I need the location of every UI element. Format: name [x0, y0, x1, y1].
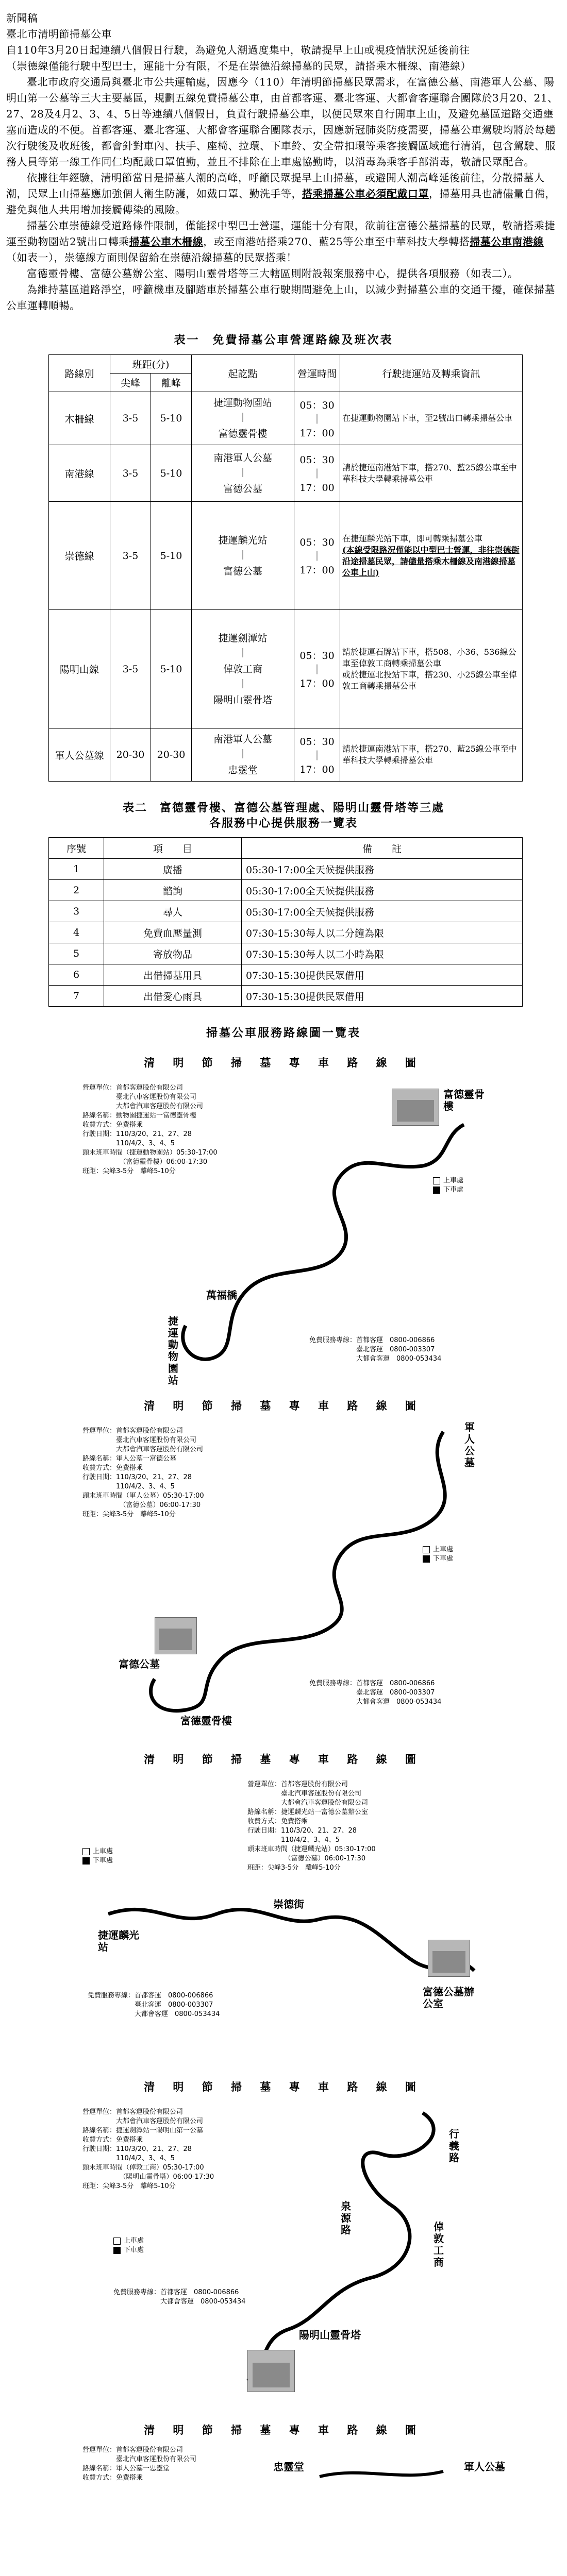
table1-title: 表一 免費掃墓公車營運路線及班次表 [174, 333, 393, 347]
maps-title: 掃墓公車服務路線圖一覽表 [206, 1026, 361, 1040]
service-phones: 免費服務專線：首都客運 0800-006866 臺北客運 0800-003307 大都會客運 0800-053434 [88, 1992, 220, 2018]
street-label: 崇德街 [273, 1898, 304, 1910]
release-paragraph-1: 臺北市政府交通局與臺北市公共運輸處，因應今（110）年清明節掃墓民眾需求，在富德公墓、南港軍人公墓、陽明山第一公墓等三大主要墓區，規劃五線免費掃墓公車，由首都客運、臺北客運、大都會客運聯合團隊於3月20、21、27、28及4月2、3、4、5日等連續八個假日，負責行駛掃墓公車，以便民眾來自行開車上山，及避免墓區道路交通壅塞而造成的不便。首都客運、臺北客運、大都會客運聯合團隊表示，因應新冠肺炎防疫需要，掃墓公車駕駛均將於每趟次行駛後及收班後，都會針對車內、扶手、座椅、拉環、下車鈴、安全帶扣環等乘客接觸區域進行清消，包含駕駛、服務人員等第一線工作同仁均配戴口罩值勤，並且不排除在上車處協勤時，以消毒為乘客手部消毒，敬請民眾配合。 [6, 76, 558, 168]
release-header: 新聞稿 [6, 12, 38, 24]
route-info: 營運單位：首都客運股份有限公司 大都會汽車客運股份有限公司 路線名稱：捷運劍潭站一陽明山第一公墓 收費方式：免費搭乘 行駛日期：110/3/20、21、27、28 110/4/2、3、4、5 頭末班車時間（倬敦工商）05:30-17:00 （陽明山靈骨塔）06:00-17:30 班距：尖峰3-5分 離峰5-10分 [82, 2108, 214, 2190]
route-info: 請於捷運石牌站下車，搭508、小36、536線公車至倬敦工商轉乘掃墓公車 或於捷運北投站下車，搭230、小25線公車至倬敦工商轉乘掃墓公車 [340, 610, 523, 728]
table-row [49, 502, 523, 610]
route-stops: 南港軍人公墓 ｜ 忠靈堂 [192, 728, 294, 782]
table-row [49, 610, 523, 728]
service-phones: 免費服務專線：首都客運 0800-006866 臺北客運 0800-003307 大都會客運 0800-053434 [309, 1336, 442, 1363]
table-row [49, 392, 523, 445]
station-label: 捷運動物園站 [168, 1315, 178, 1386]
release-paragraph-5: 為維持墓區道路淨空，呼籲機車及腳踏車於掃墓公車行駛期間避免上山，以減少對掃墓公車的交通干擾，確保掃墓公車運轉順暢。 [6, 283, 555, 312]
map-legend: 上車處 下車處 [423, 1545, 453, 1564]
release-headline: 臺北市清明節掃墓公車 [6, 28, 112, 40]
stop-label-station: 捷運麟光站 [98, 1929, 139, 1953]
th-item: 項 目 [104, 838, 242, 859]
map-heading: 清 明 節 掃 墓 專 車 路 線 圖 [144, 1056, 423, 1069]
stop-label-office: 富德公墓辦公室 [423, 1986, 474, 2010]
table2-title: 表二 富德靈骨樓、富德公墓管理處、陽明山靈骨塔等三處 各服務中心提供服務一覽表 [122, 801, 444, 830]
route-name: 陽明山線 [49, 610, 110, 728]
route-peak: 3-5 [110, 502, 151, 610]
map-heading: 清 明 節 掃 墓 專 車 路 線 圖 [144, 2424, 423, 2436]
route-map-mucha [52, 1047, 515, 1386]
stop-label-pagoda: 陽明山靈骨塔 [299, 2329, 361, 2341]
service-phones: 免費服務專線：首都客運 0800-006866 臺北客運 0800-003307 大都會客運 0800-053434 [309, 1680, 442, 1706]
route-map-military-cemetery [52, 2415, 515, 2497]
route-name: 木柵線 [49, 392, 110, 445]
route-hours: 05：30 ｜ 17：00 [294, 728, 340, 782]
pagoda-photo [247, 2350, 295, 2392]
route-map-nangang [52, 1391, 515, 1731]
release-paragraph-4: 富德靈骨樓、富德公墓辦公室、陽明山靈骨塔等三大轄區則附設報案服務中心，提供各項服務（如表二）。 [27, 267, 519, 280]
route-info: 營運單位：首都客運股份有限公司 臺北汽車客運股份有限公司 大都會汽車客運股份有限公司 路線名稱：動物園捷運站一富德靈骨樓 收費方式：免費搭乘 行駛日期：110/3/20、21、27、28 110/4/2、3、4、5 頭末班車時間（捷運動物園站）05:30-17:00 （富德靈骨樓）06:00-17:30 班距：尖峰3-5分 離峰5-10分 [82, 1084, 218, 1175]
stop-label-cemetery: 軍人公墓 [464, 2461, 505, 2473]
route-stops: 南港軍人公墓 ｜ 富德公墓 [192, 445, 294, 502]
service-phones: 免費服務專線：首都客運 0800-006866 大都會客運 0800-053434 [113, 2289, 246, 2306]
th-remark: 備 註 [242, 838, 523, 859]
table-row: 4 免費血壓量測 07:30-15:30每人以二分鐘為限 [49, 922, 523, 943]
th-info: 行駛捷運站及轉乘資訊 [340, 355, 523, 392]
route-peak: 3-5 [110, 610, 151, 728]
release-paragraph-3: 掃墓公車崇德線受道路條件限制，僅能採中型巴士營運，運能十分有限，欲前往富德公墓掃墓的民眾，敬請搭乘捷運至動物園站2號出口轉乘掃墓公車木柵線，或至南港站搭乘270、藍25等公車至中華科技大學轉搭掃墓公車南港線（如表一），崇德線方面則保留給在崇德沿線掃墓的民眾搭乘！ [6, 219, 555, 264]
table-row: 1 廣播 05:30-17:00全天候提供服務 [49, 859, 523, 880]
route-offpeak: 5-10 [151, 610, 192, 728]
map-legend: 上車處 下車處 [82, 1847, 113, 1866]
route-offpeak: 5-10 [151, 502, 192, 610]
map-heading: 清 明 節 掃 墓 專 車 路 線 圖 [144, 1753, 423, 1766]
th-index: 序號 [49, 838, 104, 859]
map-legend: 上車處 下車處 [113, 2236, 144, 2255]
route-map-yangmingshan [52, 2072, 515, 2401]
road-label-quanyuan: 泉源路 [341, 2200, 351, 2236]
nangang-line-highlight: 掃墓公車南港線 [470, 235, 544, 248]
office-photo [428, 1940, 470, 1977]
release-note: （崇德線僅能行駛中型巴士，運能十分有限，不是在崇德沿線掃墓的民眾，請搭乘木柵線、南港線） [6, 60, 471, 72]
route-name: 南港線 [49, 445, 110, 502]
table-row: 5 寄放物品 07:30-15:30每人以二小時為限 [49, 943, 523, 964]
route-name: 軍人公墓線 [49, 728, 110, 782]
stop-label-hall: 忠靈堂 [273, 2461, 304, 2473]
th-stops: 起訖點 [192, 355, 294, 392]
map-legend: 上車處 下車處 [433, 1176, 463, 1195]
route-offpeak: 5-10 [151, 445, 192, 502]
stop-label-school: 倬敦工商 [433, 2221, 444, 2268]
route-note: (本線受限路況僅能以中型巴士營運，非往崇德街沿途掃墓民眾，請儘量搭乘木柵線及南港線掃墓公車上山) [342, 545, 520, 578]
route-info: 營運單位：首都客運股份有限公司 臺北汽車客運股份有限公司 大都會汽車客運股份有限公司 路線名稱：軍人公墓一富德公墓 收費方式：免費搭乘 行駛日期：110/3/20、21、27、28 110/4/2、3、4、5 頭末班車時間（軍人公墓）05:30-17:00 （富德公墓）06:00-17:30 班距：尖峰3-5分 離峰5-10分 [82, 1427, 204, 1518]
route-offpeak: 5-10 [151, 392, 192, 445]
stop-label-fude: 富德公墓 [119, 1658, 160, 1670]
table-row [49, 728, 523, 782]
route-info: 請於捷運南港站下車，搭270、藍25線公車至中華科技大學轉乘掃墓公車 [340, 728, 523, 782]
release-paragraph-2: 依據往年經驗，清明節當日是掃墓人潮的高峰，呼籲民眾提早上山掃墓，或避開人潮高峰延後前往，分散掃墓人潮，民眾上山掃墓應加強個人衛生防護，如戴口罩、勤洗手等，搭乘掃墓公車必須配戴口罩，掃墓用具也請儘量自備，避免與他人共用增加接觸傳染的風險。 [6, 172, 556, 216]
route-stops: 捷運動物園站 ｜ 富德靈骨樓 [192, 392, 294, 445]
press-release-text [0, 10, 567, 314]
route-hours: 05：30 ｜ 17：00 [294, 392, 340, 445]
table-row [49, 445, 523, 502]
stop-label-ossuary: 富德靈骨樓 [443, 1088, 485, 1112]
road-label-xingyi: 行義路 [449, 2128, 459, 2164]
service-center-table [48, 837, 523, 1007]
route-info: 營運單位：首都客運股份有限公司 臺北汽車客運股份有限公司 路線名稱：軍人公墓一忠靈堂 收費方式：免費搭乘 [82, 2446, 197, 2482]
table-row: 7 出借愛心雨具 07:30-15:30提供民眾借用 [49, 986, 523, 1007]
route-name: 崇德線 [49, 502, 110, 610]
bridge-label: 萬福橋 [206, 1289, 237, 1301]
route-peak: 3-5 [110, 392, 151, 445]
route-map-chongde [52, 1744, 515, 2058]
route-offpeak: 20-30 [151, 728, 192, 782]
route-hours: 05：30 ｜ 17：00 [294, 502, 340, 610]
route-stops: 捷運麟光站 ｜ 富德公墓 [192, 502, 294, 610]
route-peak: 3-5 [110, 445, 151, 502]
mucha-line-highlight: 掃墓公車木柵線 [129, 235, 204, 248]
route-info: 在捷運麟光站下車，即可轉乘掃墓公車 (本線受限路況僅能以中型巴士營運，非往崇德街沿途掃墓民眾，請儘量搭乘木柵線及南港線掃墓公車上山) [340, 502, 523, 610]
stop-label-ossuary: 富德靈骨樓 [180, 1715, 232, 1727]
route-stops: 捷運劍潭站 ｜ 倬敦工商 ｜ 陽明山靈骨塔 [192, 610, 294, 728]
table-row: 3 尋人 05:30-17:00全天候提供服務 [49, 901, 523, 922]
th-headway: 班距(分) [110, 355, 192, 374]
map-heading: 清 明 節 掃 墓 專 車 路 線 圖 [144, 2080, 423, 2093]
route-info: 請於捷運南港站下車，搭270、藍25線公車至中華科技大學轉乘掃墓公車 [340, 445, 523, 502]
th-peak: 尖峰 [110, 374, 151, 392]
bus-schedule-table [48, 354, 523, 782]
route-hours: 05：30 ｜ 17：00 [294, 610, 340, 728]
route-info: 在捷運動物園站下車，至2號出口轉乘掃墓公車 [340, 392, 523, 445]
route-info: 營運單位：首都客運股份有限公司 臺北汽車客運股份有限公司 大都會汽車客運股份有限公司 路線名稱：捷運麟光站一富德公墓辦公室 收費方式：免費搭乘 行駛日期：110/3/20、21、27、28 110/4/2、3、4、5 頭末班車時間（捷運麟光站）05:30-17:00 （富德公墓）06:00-17:30 班距：尖峰3-5分 離峰5-10分 [247, 1781, 376, 1872]
table-row: 2 諮詢 05:30-17:00全天候提供服務 [49, 880, 523, 901]
th-offpeak: 離峰 [151, 374, 192, 392]
stop-label-cemetery: 軍人公墓 [464, 1421, 475, 1469]
route-hours: 05：30 ｜ 17：00 [294, 445, 340, 502]
release-subheadline: 自110年3月20日起連續八個假日行駛，為避免人潮過度集中，敬請提早上山或視疫情狀況延後前往 [6, 44, 470, 56]
map-heading: 清 明 節 掃 墓 專 車 路 線 圖 [144, 1399, 423, 1412]
th-hours: 營運時間 [294, 355, 340, 392]
th-route: 路線別 [49, 355, 110, 392]
cemetery-photo [155, 1617, 197, 1654]
mask-requirement: 搭乘掃墓公車必須配戴口罩 [302, 188, 429, 200]
ossuary-photo [392, 1089, 439, 1126]
route-peak: 20-30 [110, 728, 151, 782]
table-row: 6 出借掃墓用具 07:30-15:30提供民眾借用 [49, 964, 523, 986]
